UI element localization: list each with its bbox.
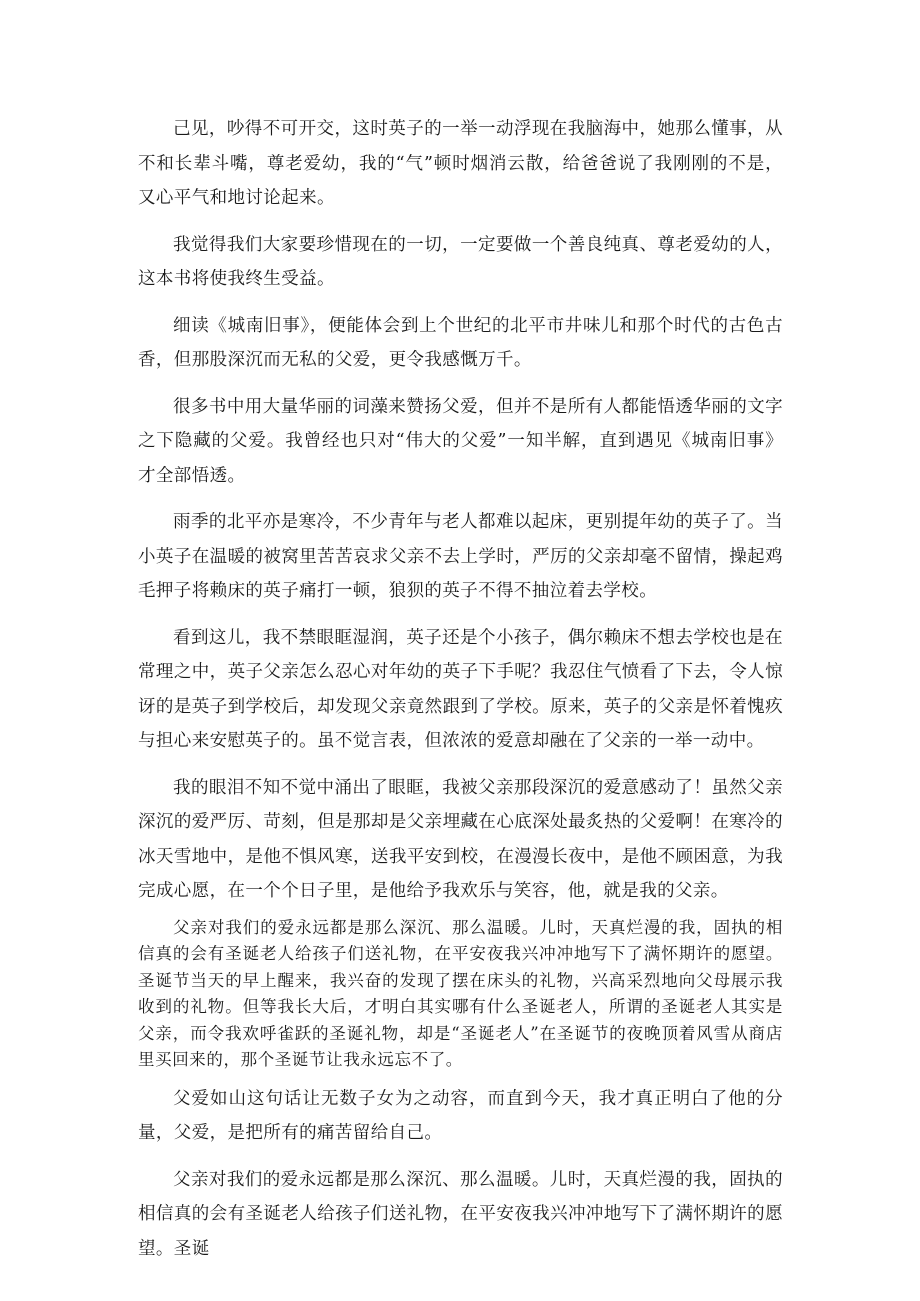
paragraph-4: 很多书中用大量华丽的词藻来赞扬父爱，但并不是所有人都能悟透华丽的文字之下隐藏的父爱。我曾经也只对“伟大的父爱”一知半解，直到遇见《城南旧事》才全部悟透。 <box>138 396 783 486</box>
paragraph-8: 父亲对我们的爱永远都是那么深沉、那么温暖。儿时，天真烂漫的我，固执的相信真的会有圣诞老人给孩子们送礼物，在平安夜我兴冲冲地写下了满怀期许的愿望。圣诞节当天的早上醒来，我兴奋的发现了摆在床头的礼物，兴高采烈地向父母展示我收到的礼物。但等我长大后，才明白其实哪有什么圣诞老人，所谓的圣诞老人其实是父亲，而令我欢呼雀跃的圣诞礼物，却是“圣诞老人”在圣诞节的夜晚顶着风雪从商店里买回来的，那个圣诞节让我永远忘不了。 <box>138 917 783 1069</box>
document-body <box>138 112 783 1266</box>
paragraph-10: 父亲对我们的爱永远都是那么深沉、那么温暖。儿时，天真烂漫的我，固执的相信真的会有圣诞老人给孩子们送礼物，在平安夜我兴冲冲地写下了满怀期许的愿望。圣诞 <box>138 1169 783 1259</box>
paragraph-9: 父爱如山这句话让无数子女为之动容，而直到今天，我才真正明白了他的分量，父爱，是把所有的痛苦留给自己。 <box>138 1088 783 1143</box>
paragraph-5: 雨季的北平亦是寒冷，不少青年与老人都难以起床，更别提年幼的英子了。当小英子在温暖的被窝里苦苦哀求父亲不去上学时，严厉的父亲却毫不留情，操起鸡毛押子将赖床的英子痛打一顿，狼狈的英子不得不抽泣着去学校。 <box>138 512 783 601</box>
paragraph-3: 细读《城南旧事》，便能体会到上个世纪的北平市井味儿和那个时代的古色古香，但那股深沉而无私的父爱，更令我感慨万千。 <box>138 315 783 370</box>
paragraph-6: 看到这儿，我不禁眼眶湿润，英子还是个小孩子，偶尔赖床不想去学校也是在常理之中，英子父亲怎么忍心对年幼的英子下手呢？我忍住气愤看了下去，令人惊讶的是英子到学校后，却发现父亲竟然跟到了学校。原来，英子的父亲是怀着愧疚与担心来安慰英子的。虽不觉言表，但浓浓的爱意却融在了父亲的一举一动中。 <box>138 627 783 751</box>
paragraph-7: 我的眼泪不知不觉中涌出了眼眶，我被父亲那段深沉的爱意感动了！虽然父亲深沉的爱严厉、苛刻，但是那却是父亲埋藏在心底深处最炙热的父爱啊！在寒冷的冰天雪地中，是他不惧风寒，送我平安到校，在漫漫长夜中，是他不顾困意，为我完成心愿，在一个个日子里，是他给予我欢乐与笑容，他，就是我的父亲。 <box>138 777 783 901</box>
paragraph-2: 我觉得我们大家要珍惜现在的一切，一定要做一个善良纯真、尊老爱幼的人，这本书将使我终生受益。 <box>138 234 783 289</box>
paragraph-1: 己见，吵得不可开交，这时英子的一举一动浮现在我脑海中，她那么懂事，从不和长辈斗嘴，尊老爱幼，我的“气”顿时烟消云散，给爸爸说了我刚刚的不是，又心平气和地讨论起来。 <box>138 119 783 208</box>
